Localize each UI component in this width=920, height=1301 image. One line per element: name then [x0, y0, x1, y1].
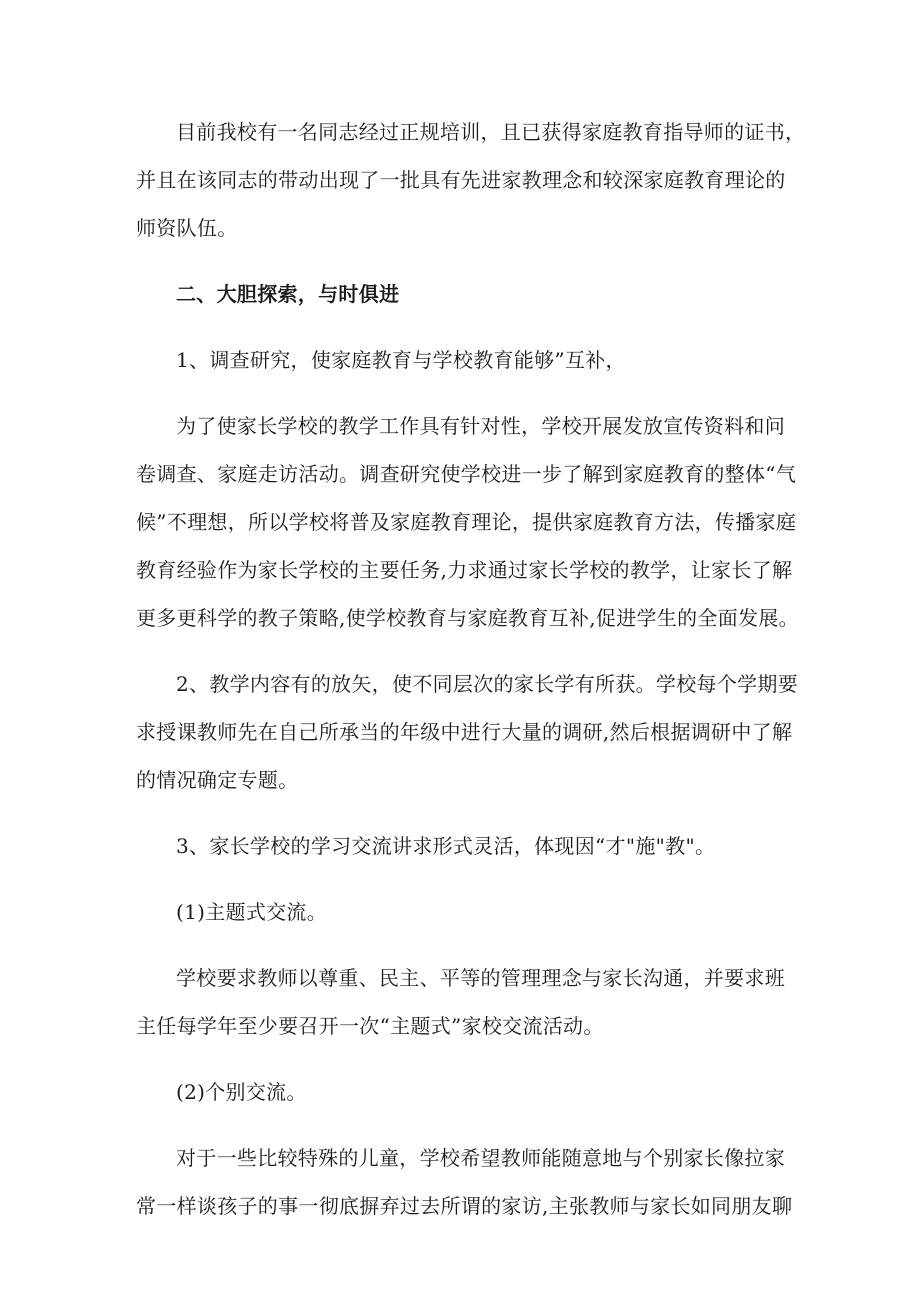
- heading-text: 二、大胆探索，与时俱进: [176, 282, 400, 306]
- document-page: [136, 108, 806, 1230]
- text-line: 学校要求教师以尊重、民主、平等的管理理念与家长沟通，并要求班: [176, 966, 785, 990]
- text-line: 主任每学年至少要召开一次“主题式”家校交流活动。: [136, 1014, 604, 1038]
- section-heading: [136, 270, 796, 318]
- text-line: 2、教学内容有的放矢，使不同层次的家长学有所获。学校每个学期要: [176, 672, 799, 696]
- paragraph-subitem-1-title: [136, 888, 796, 936]
- paragraph-teacher-qualification: [136, 108, 806, 252]
- text-line: (2)个别交流。: [176, 1080, 307, 1104]
- paragraph-survey-research: [136, 402, 799, 642]
- text-line: 卷调查、家庭走访活动。调查研究使学校进一步了解到家庭教育的整体“气: [136, 462, 797, 486]
- text-line: 1、调查研究，使家庭教育与学校教育能够”互补，: [176, 348, 626, 372]
- text-line: 的情况确定专题。: [136, 768, 299, 792]
- text-line: 候”不理想，所以学校将普及家庭教育理论，提供家庭教育方法，传播家庭: [136, 510, 797, 534]
- paragraph-item-3-title: [136, 822, 796, 870]
- text-line: 教育经验作为家长学校的主要任务,力求通过家长学校的教学，让家长了解: [136, 558, 793, 582]
- text-line: 为了使家长学校的教学工作具有针对性，学校开展发放宣传资料和问: [176, 414, 785, 438]
- text-line: 对于一些比较特殊的儿童，学校希望教师能随意地与个别家长像拉家: [176, 1146, 785, 1170]
- paragraph-item-1-title: [136, 336, 796, 384]
- text-line: 求授课教师先在自己所承当的年级中进行大量的调研,然后根据调研中了解: [136, 720, 793, 744]
- paragraph-subitem-2-title: [136, 1068, 796, 1116]
- text-line: 3、家长学校的学习交流讲求形式灵活，体现因“才"施"教"。: [176, 834, 716, 858]
- paragraph-theme-exchange: [136, 954, 796, 1050]
- paragraph-individual-exchange: [136, 1134, 796, 1230]
- text-line: 目前我校有一名同志经过正规培训，且已获得家庭教育指导师的证书，: [176, 120, 806, 144]
- text-line: 并且在该同志的带动出现了一批具有先进家教理念和较深家庭教育理论的: [136, 168, 786, 192]
- text-line: 更多更科学的教子策略,使学校教育与家庭教育互补,促进学生的全面发展。: [136, 606, 799, 630]
- text-line: (1)主题式交流。: [176, 900, 328, 924]
- text-line: 常一样谈孩子的事一彻底摒弃过去所谓的家访,主张教师与家长如同朋友聊: [136, 1194, 793, 1218]
- text-line: 师资队伍。: [136, 216, 238, 240]
- paragraph-item-2: [136, 660, 799, 804]
